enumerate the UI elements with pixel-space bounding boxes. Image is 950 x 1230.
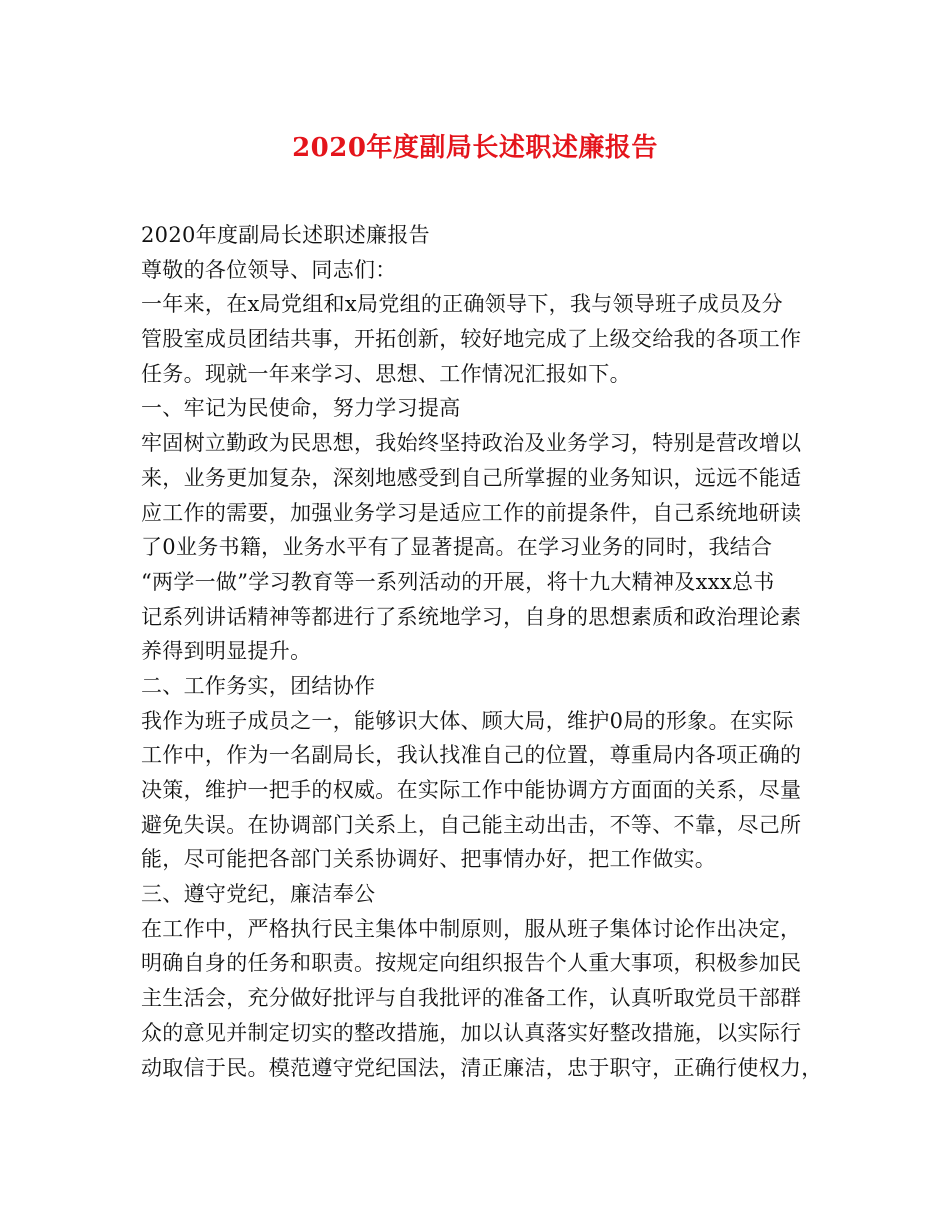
text-line: 牢固树立勤政为民思想，我始终坚持政治及业务学习，特别是营改增以 [141,431,802,456]
text-line: 主生活会，充分做好批评与自我批评的准备工作，认真听取党员干部群 [141,986,802,1011]
text-line: 养得到明显提升。 [141,639,312,664]
section-heading: 一、牢记为民使命，努力学习提高 [141,396,461,421]
section-heading: 二、工作务实，团结协作 [141,673,376,698]
document-title: 2020年度副局长述职述廉报告 [292,133,658,163]
text-line: 2020年度副局长述职述廉报告 [141,223,430,247]
text-line: 避免失误。在协调部门关系上，自己能主动出击，不等、不靠，尽己所 [141,812,802,837]
text-line: “两学一做”学习教育等一系列活动的开展，将十九大精神及xxx总书 [141,569,775,594]
text-line: 能，尽可能把各部门关系协调好、把事情办好，把工作做实。 [141,847,717,872]
text-line: 一年来，在x局党组和x局党组的正确领导下，我与领导班子成员及分 [141,292,783,317]
text-line: 尊敬的各位领导、同志们： [141,257,397,282]
text-line: 应工作的需要，加强业务学习是适应工作的前提条件，自己系统地研读 [141,500,802,525]
text-line: 动取信于民。模范遵守党纪国法，清正廉洁，忠于职守，正确行使权力， [141,1055,823,1080]
text-line: 决策，维护一把手的权威。在实际工作中能协调方方面面的关系，尽量 [141,778,802,802]
text-line: 我作为班子成员之一，能够识大体、顾大局，维护0局的形象。在实际 [141,708,794,733]
text-line: 记系列讲话精神等都进行了系统地学习，自身的思想素质和政治理论素 [141,604,802,629]
text-line: 管股室成员团结共事，开拓创新，较好地完成了上级交给我的各项工作 [141,327,802,352]
section-heading: 三、遵守党纪，廉洁奉公 [141,882,376,907]
text-line: 明确自身的任务和职责。按规定向组织报告个人重大事项，积极参加民 [141,951,802,976]
text-line: 众的意见并制定切实的整改措施，加以认真落实好整改措施，以实际行 [141,1020,802,1045]
text-line: 了0业务书籍，业务水平有了显著提高。在学习业务的同时，我结合 [141,535,773,560]
document-body [141,218,831,1085]
text-line: 任务。现就一年来学习、思想、工作情况汇报如下。 [141,361,631,386]
text-line: 来，业务更加复杂，深刻地感受到自己所掌握的业务知识，远远不能适 [141,465,802,490]
text-line: 在工作中，严格执行民主集体中制原则，服从班子集体讨论作出决定， [141,916,802,941]
text-line: 工作中，作为一名副局长，我认找准自己的位置，尊重局内各项正确的 [141,743,802,768]
